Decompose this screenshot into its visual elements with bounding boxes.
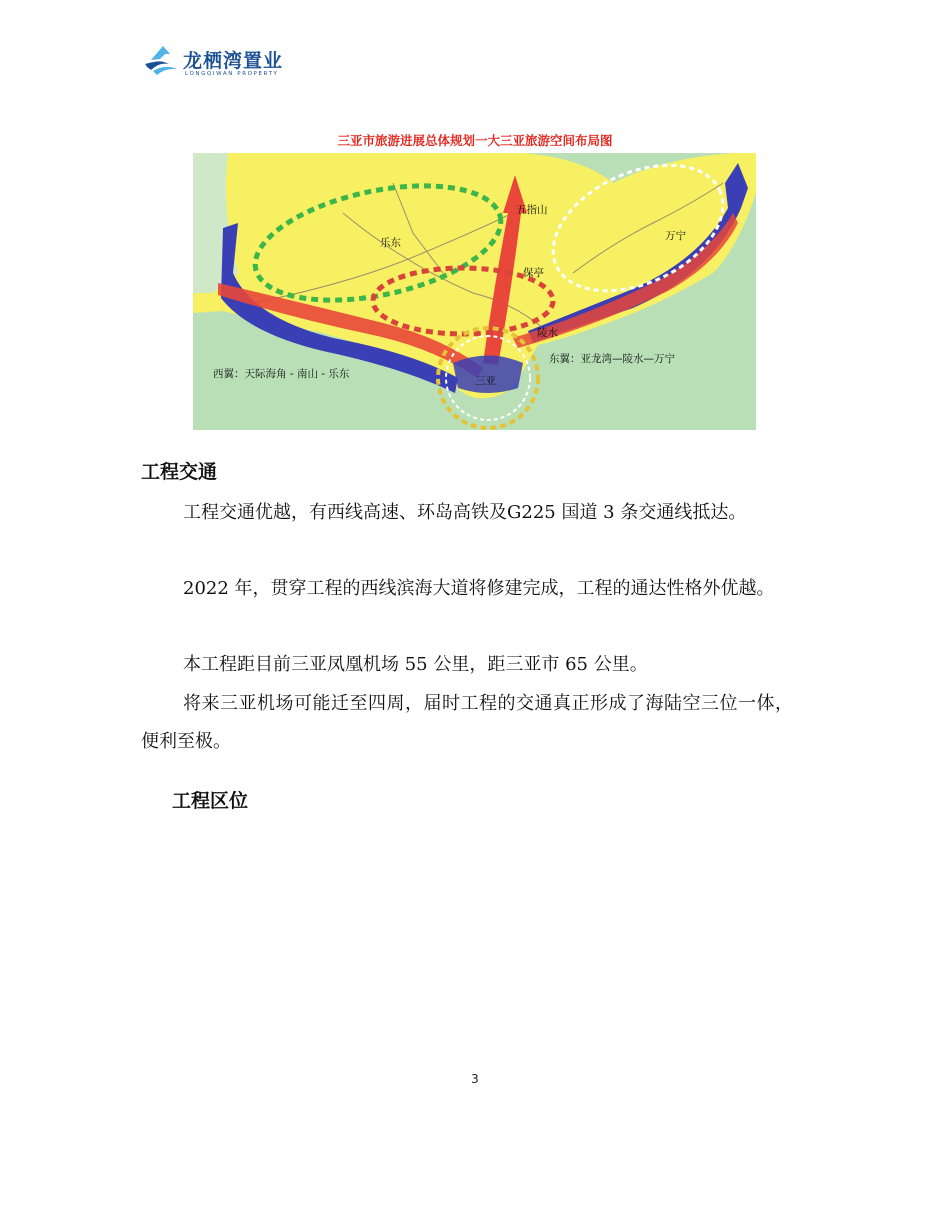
label-wanning: 万宁 xyxy=(665,230,686,242)
label-sanya: 三亚 xyxy=(475,375,496,387)
tourism-layout-map xyxy=(193,153,756,430)
page-number: 3 xyxy=(471,1072,479,1086)
wave-logo-icon xyxy=(143,40,183,80)
logo-subtext: LONGQIWAN PROPERTY xyxy=(185,71,279,77)
company-logo xyxy=(143,40,293,84)
label-east-wing: 东翼：亚龙湾—陵水—万宁 xyxy=(549,353,675,365)
paragraph-4: 将来三亚机场可能迁至四周，届时工程的交通真正形成了海陆空三位一体，便利至极。 xyxy=(141,693,793,752)
section-heading-transport: 工程交通 xyxy=(141,461,218,483)
label-baoting: 保亭 xyxy=(523,267,544,279)
figure-caption: 三亚市旅游进展总体规划一大三亚旅游空间布局图 xyxy=(337,133,613,148)
paragraph-3: 本工程距目前三亚凤凰机场 55 公里，距三亚市 65 公里。 xyxy=(183,654,648,675)
label-wuzhishan: 五指山 xyxy=(516,204,548,216)
section-heading-location: 工程区位 xyxy=(172,790,249,812)
paragraph-2: 2022 年，贯穿工程的西线滨海大道将修建完成，工程的通达性格外优越。 xyxy=(183,578,775,599)
paragraph-1: 工程交通优越，有西线高速、环岛高铁及G225 国道 3 条交通线抵达。 xyxy=(183,502,747,523)
logo-text: 龙栖湾置业 xyxy=(183,50,284,72)
label-ledong: 乐东 xyxy=(380,237,401,249)
label-lingshui: 陵水 xyxy=(537,327,558,339)
label-west-wing: 西翼：天际海角 - 南山 - 乐东 xyxy=(213,368,350,380)
map-graphic xyxy=(193,153,756,430)
